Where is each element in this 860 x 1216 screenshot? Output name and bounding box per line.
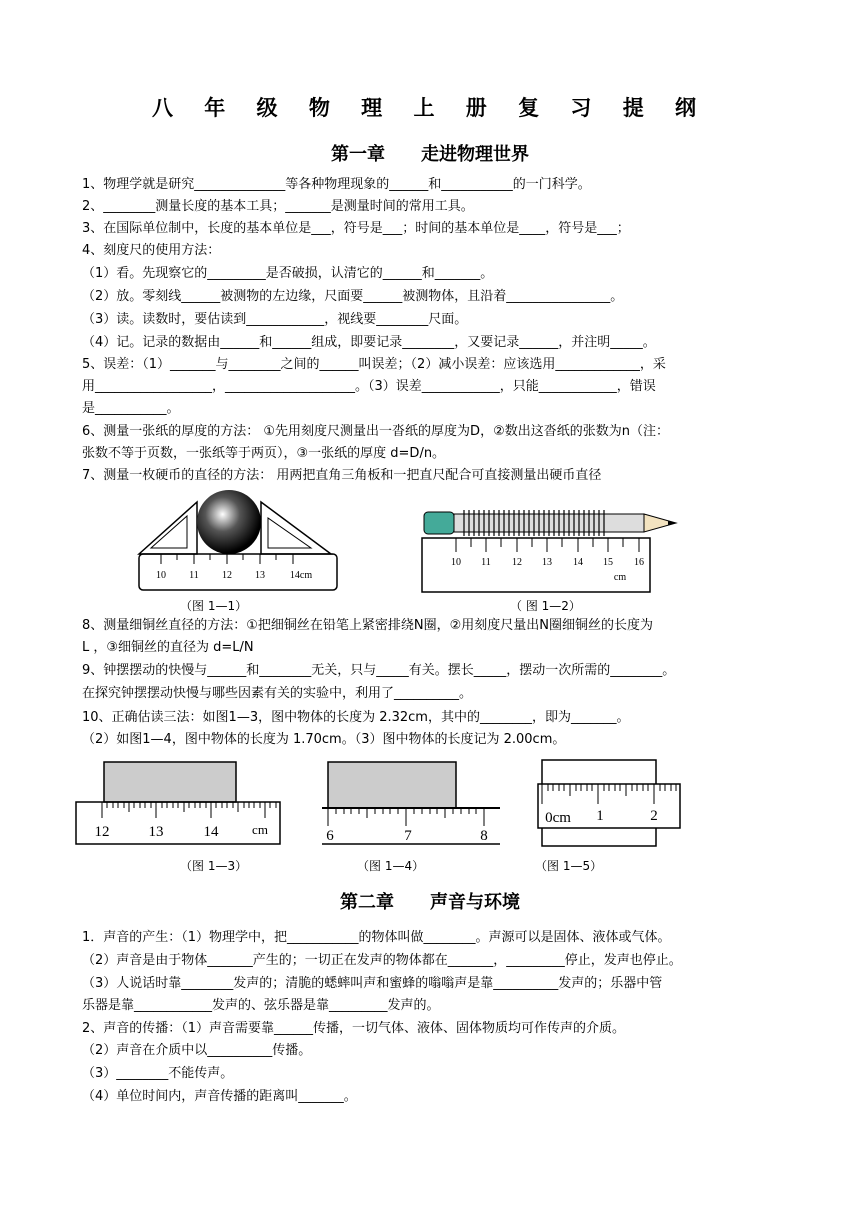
tick-label: 1 bbox=[596, 808, 604, 824]
ch1-line-12: 6、测量一张纸的厚度的方法： ①先用刻度尺测量出一沓纸的厚度为D，②数出这沓纸的张数为n（注： bbox=[82, 424, 669, 439]
tick-label: 10 bbox=[451, 557, 461, 568]
ch1-line-18: 在探究钟摆摆动快慢与哪些因素有关的实验中，利用了__________。 bbox=[82, 686, 473, 701]
tick-label: 7 bbox=[404, 828, 412, 844]
ch1-line-10: 用__________________，____________________。（3）误差____________，只能____________，错误 bbox=[82, 379, 656, 394]
figure-1-1 bbox=[135, 490, 360, 595]
ch2-line-6: （2）声音在介质中以__________传播。 bbox=[82, 1043, 312, 1058]
ch2-line-2: （2）声音是由于物体_______产生的；一切正在发声的物体都在_______，_________停止，发声也停止。 bbox=[82, 953, 682, 968]
page-title: 八 年 级 物 理 上 册 复 习 提 纲 bbox=[151, 95, 709, 120]
unit-label: cm bbox=[613, 572, 627, 583]
tick-label: 12 bbox=[94, 824, 110, 840]
ch1-line-3: 3、在国际单位制中，长度的基本单位是___，符号是___；时间的基本单位是____，符号是___； bbox=[82, 221, 630, 236]
tick-label: 11 bbox=[481, 557, 491, 568]
ch2-line-5: 2、声音的传播：（1）声音需要靠______传播，一切气体、液体、固体物质均可作传声的介质。 bbox=[82, 1021, 626, 1036]
ch2-line-8: （4）单位时间内，声音传播的距离叫_______。 bbox=[82, 1089, 357, 1104]
ch1-line-4: 4、刻度尺的使用方法： bbox=[82, 243, 221, 258]
tick-label: 0cm bbox=[545, 810, 571, 826]
ch1-line-9: 5、误差：（1）_______与________之间的______叫误差；（2）减小误差：应该选用_____________，采 bbox=[82, 357, 666, 372]
ch1-line-16: L ，③细铜丝的直径为 d=L/N bbox=[82, 640, 254, 655]
tick-label: 11 bbox=[189, 570, 199, 581]
ch1-line-1: 1、物理学就是研究______________等各种物理现象的______和___________的一门科学。 bbox=[82, 177, 591, 192]
ch2-line-7: （3）________不能传声。 bbox=[82, 1066, 234, 1081]
figure-1-5-caption: （图 1—5） bbox=[535, 859, 603, 873]
figure-1-2 bbox=[420, 498, 682, 596]
tick-label: 13 bbox=[148, 824, 164, 840]
chapter2-heading: 第二章 声音与环境 bbox=[340, 892, 520, 913]
ch1-line-20: （2）如图1—4，图中物体的长度为 1.70cm。（3）图中物体的长度记为 2.00cm。 bbox=[82, 732, 566, 747]
ch1-line-5: （1）看。先现察它的_________是否破损，认清它的______和_______。 bbox=[82, 266, 494, 281]
tick-label: 13 bbox=[255, 570, 265, 581]
ch1-line-14: 7、测量一枚硬币的直径的方法： 用两把直角三角板和一把直尺配合可直接测量出硬币直径 bbox=[82, 468, 602, 483]
figure-1-5 bbox=[536, 758, 682, 850]
ch1-line-19: 10、正确估读三法：如图1—3，图中物体的长度为 2.32cm，其中的________，即为_______。 bbox=[82, 710, 630, 725]
tick-label: 2 bbox=[650, 808, 658, 824]
tick-label: 10 bbox=[156, 570, 166, 581]
figure-1-1-caption: （图 1—1） bbox=[180, 599, 248, 613]
ch1-line-7: （3）读。读数时，要估读到____________，视线要________尺面。 bbox=[82, 312, 468, 327]
ch2-line-1: 1．声音的产生：（1）物理学中，把___________的物体叫做________。声源可以是固体、液体或气体。 bbox=[82, 930, 671, 945]
ch2-line-4: 乐器是靠____________发声的、弦乐器是靠_________发声的。 bbox=[82, 998, 440, 1013]
ch1-line-13: 张数不等于页数，一张纸等于两页），③一张纸的厚度 d=D/n。 bbox=[82, 446, 446, 461]
unit-label: cm bbox=[252, 822, 268, 837]
ch1-line-17: 9、钟摆摆动的快慢与______和________无关，只与_____有关。摆长_____，摆动一次所需的________。 bbox=[82, 663, 676, 678]
tick-label: 16 bbox=[634, 557, 644, 568]
ch1-line-6: （2）放。零刻线______被测物的左边缘，尺面要______被测物体，且沿着________________。 bbox=[82, 289, 624, 304]
tick-label: 6 bbox=[326, 828, 334, 844]
tick-label: 14 bbox=[573, 557, 583, 568]
tick-label: 12 bbox=[222, 570, 232, 581]
figure-1-4 bbox=[320, 760, 502, 848]
tick-label: 15 bbox=[603, 557, 613, 568]
ch1-line-15: 8、测量细铜丝直径的方法：①把细铜丝在铅笔上紧密排绕N圈，②用刻度尺量出N圈细铜丝的长度为 bbox=[82, 618, 654, 633]
ch1-line-2: 2、________测量长度的基本工具；_______是测量时间的常用工具。 bbox=[82, 199, 474, 214]
tick-label: 13 bbox=[542, 557, 552, 568]
figure-1-3 bbox=[74, 760, 284, 848]
tick-label: 14cm bbox=[289, 570, 313, 581]
tick-label: 12 bbox=[512, 557, 522, 568]
figure-1-3-caption: （图 1—3） bbox=[180, 859, 248, 873]
tick-label: 14 bbox=[203, 824, 219, 840]
ch1-line-11: 是___________。 bbox=[82, 401, 180, 416]
ch1-line-8: （4）记。记录的数据由______和______组成，即要记录________，又要记录______，并注明_____。 bbox=[82, 335, 656, 350]
figure-1-2-caption: （ 图 1—2） bbox=[510, 599, 581, 613]
chapter1-heading: 第一章 走进物理世界 bbox=[331, 144, 529, 165]
tick-label: 8 bbox=[480, 828, 488, 844]
figure-1-4-caption: （图 1—4） bbox=[357, 859, 425, 873]
ch2-line-3: （3）人说话时靠________发声的；清脆的蟋蟀叫声和蜜蜂的嗡嗡声是靠__________发声的；乐器中管 bbox=[82, 976, 663, 991]
coin-icon bbox=[197, 490, 261, 554]
